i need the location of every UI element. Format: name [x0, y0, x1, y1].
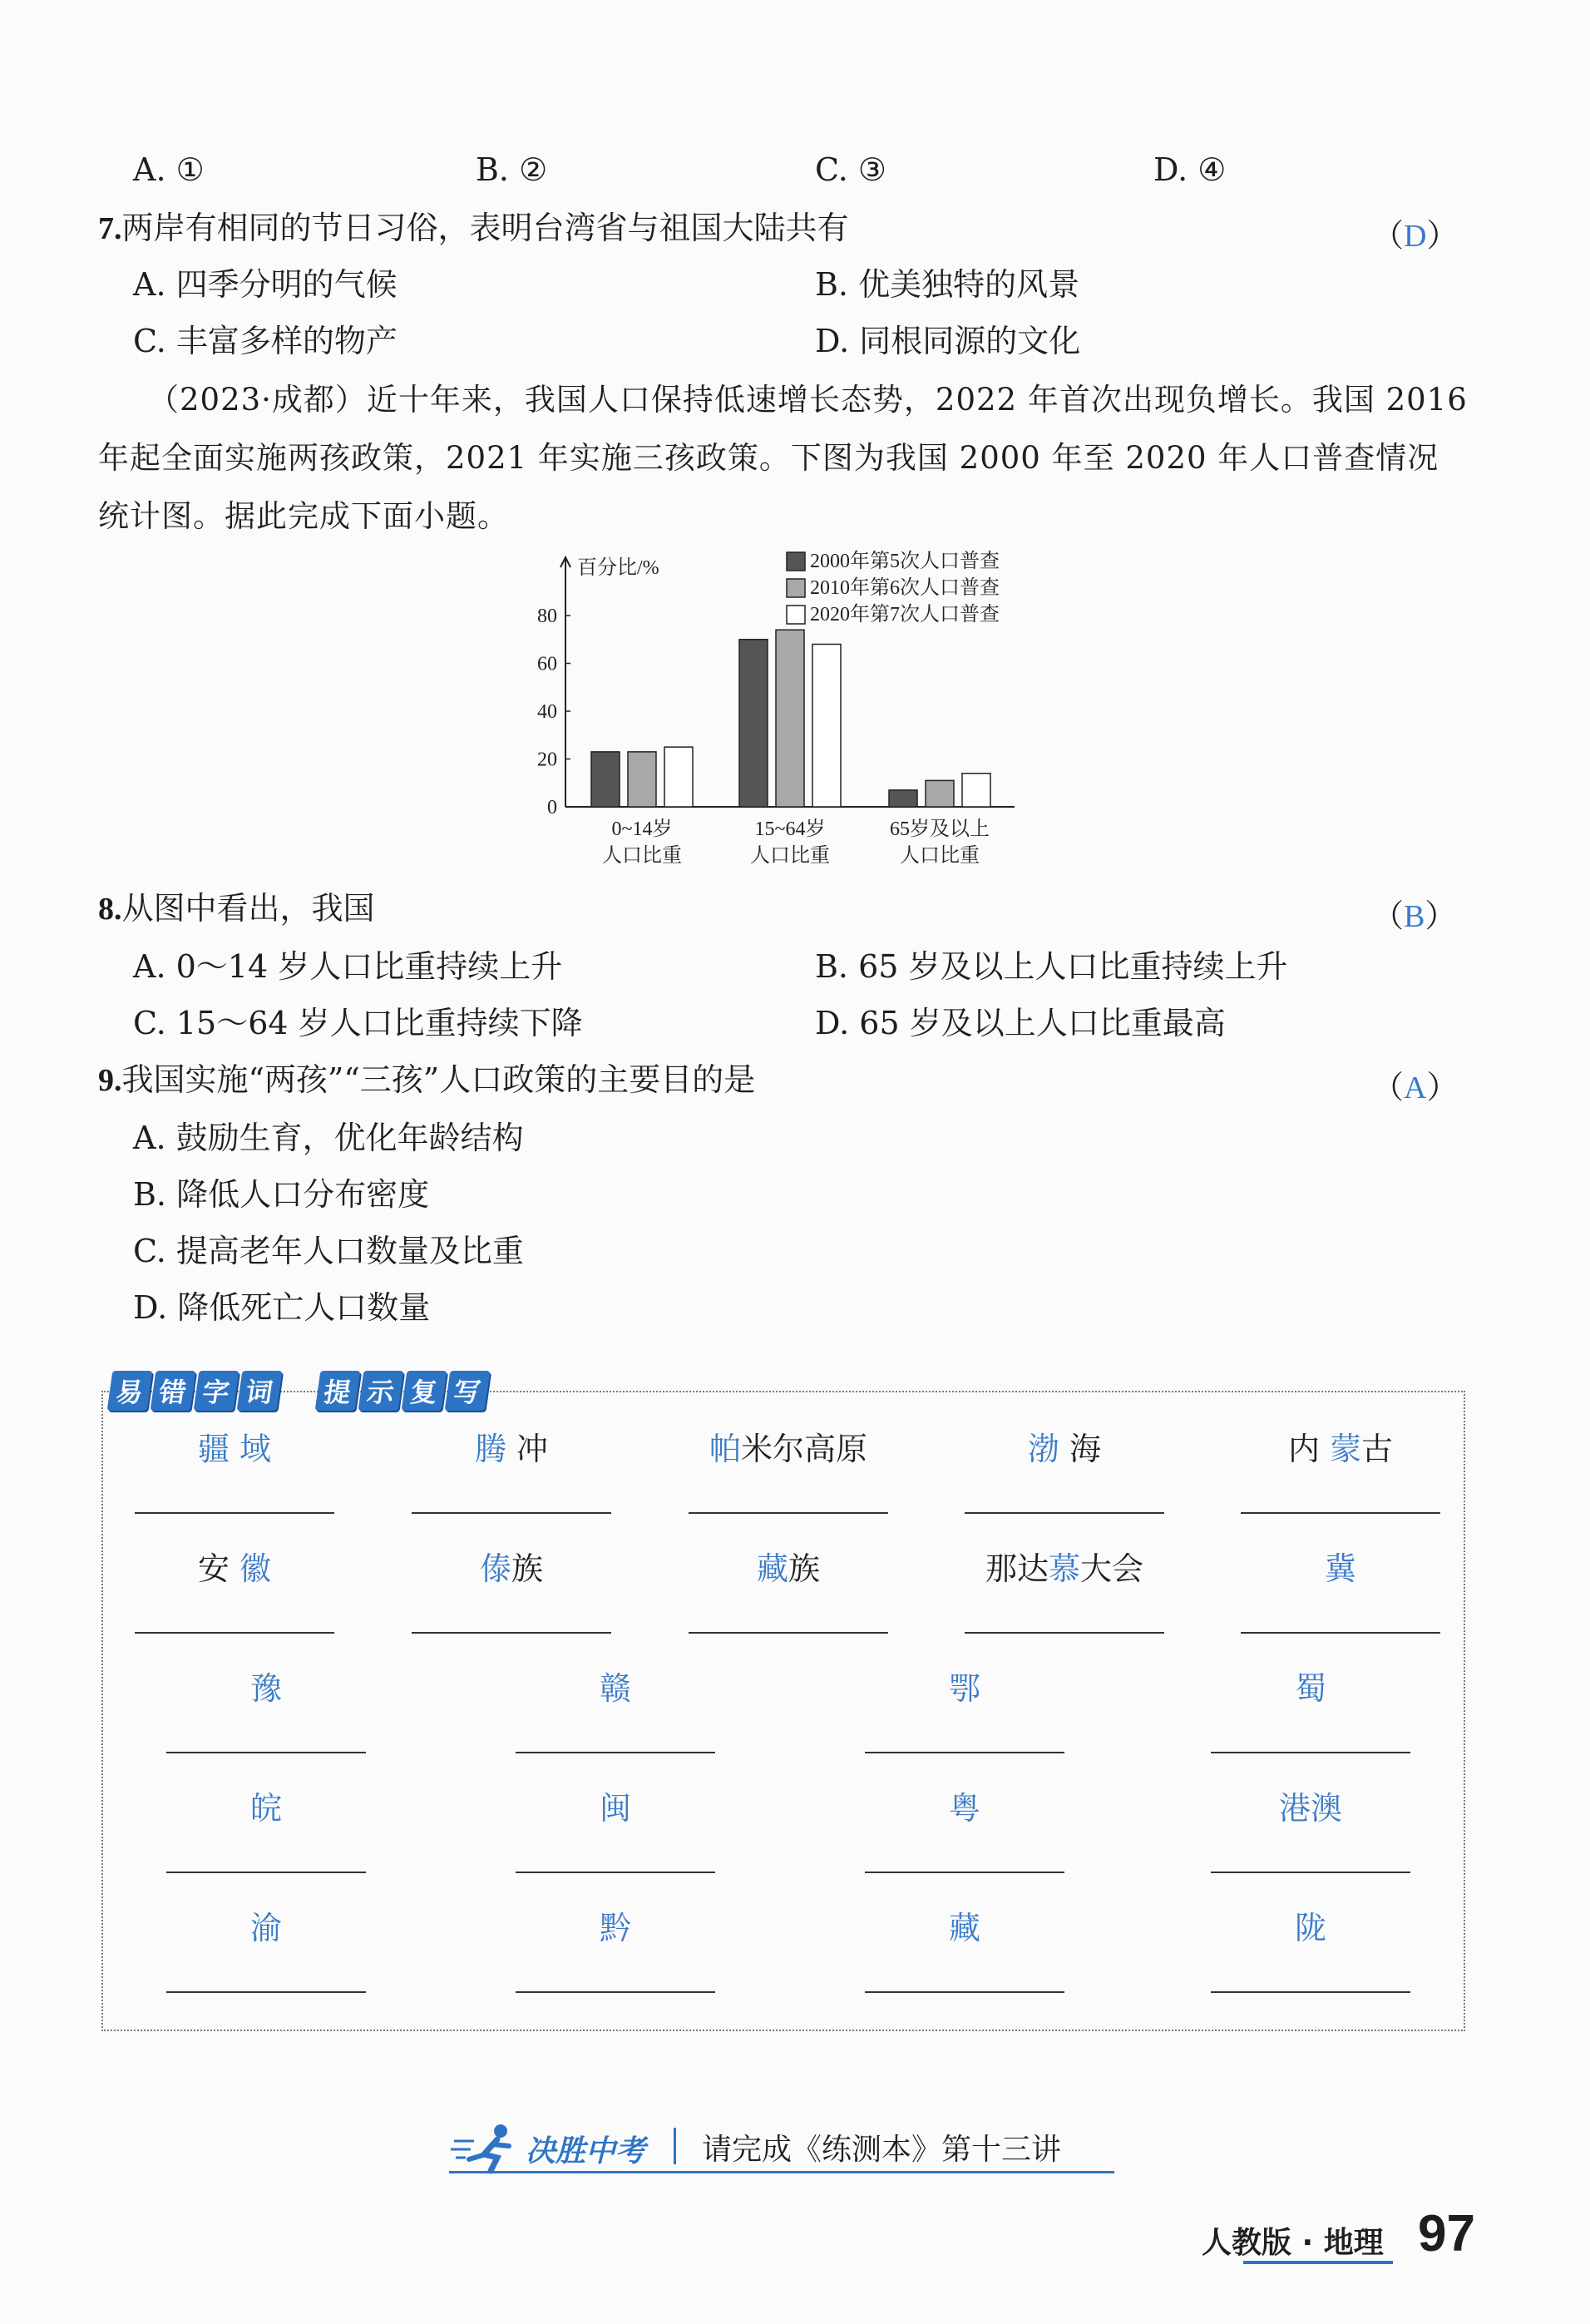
- bar: [889, 790, 917, 807]
- q9-stem-line: [98, 1060, 755, 1100]
- vocab-highlight: 粤: [948, 1790, 980, 1827]
- tag-char: 示: [358, 1371, 404, 1411]
- tag-review-writing: [318, 1371, 487, 1411]
- edition-underline: [1243, 2261, 1393, 2264]
- vocab-text: 海: [1059, 1431, 1102, 1467]
- vocab-word: [150, 1908, 383, 1948]
- q8-option-d: D. 65 岁及以上人口比重最高: [815, 1005, 1226, 1041]
- bar: [962, 774, 990, 807]
- y-axis-label: 百分比/%: [577, 557, 659, 579]
- vocab-answer-blank[interactable]: [865, 1752, 1064, 1753]
- vocab-answer-blank[interactable]: [1211, 1991, 1410, 1993]
- q7-answer-bracket: [1372, 210, 1458, 255]
- vocab-word: [499, 1788, 732, 1828]
- tag-char: 词: [237, 1371, 283, 1411]
- x-category-label: 人口比重: [602, 845, 682, 867]
- vocab-highlight: 蜀: [1294, 1670, 1326, 1707]
- running-figure-icon: [449, 2121, 524, 2174]
- vocab-text: 那达: [985, 1550, 1049, 1587]
- vocab-highlight: 豫: [249, 1670, 282, 1707]
- y-tick-label: 20: [537, 749, 557, 771]
- vocab-answer-blank[interactable]: [412, 1512, 611, 1514]
- vocab-answer-blank[interactable]: [965, 1512, 1164, 1514]
- vocab-word: [948, 1549, 1181, 1589]
- vocab-word: [499, 1669, 732, 1708]
- vocab-highlight: 慕: [1048, 1550, 1080, 1587]
- vocab-answer-blank[interactable]: [516, 1991, 715, 1993]
- vocab-highlight: 傣: [479, 1550, 511, 1587]
- vocab-answer-blank[interactable]: [689, 1632, 888, 1634]
- q8-option-b: B. 65 岁及以上人口比重持续上升: [815, 948, 1288, 985]
- bar: [628, 752, 656, 807]
- vocab-word: [848, 1669, 1081, 1708]
- q7-stem-line: [98, 208, 849, 249]
- vocab-answer-blank[interactable]: [689, 1512, 888, 1514]
- q6-option-b: B. ②: [476, 151, 548, 188]
- vocab-word: [118, 1429, 351, 1469]
- vocab-word: [1224, 1429, 1457, 1469]
- vocab-word: [150, 1788, 383, 1828]
- legend-swatch: [787, 606, 805, 624]
- banner-divider: [674, 2128, 676, 2164]
- vocab-text: 安: [197, 1550, 240, 1587]
- legend-label: 2010年第6次人口普查: [810, 577, 1000, 599]
- vocab-answer-blank[interactable]: [412, 1632, 611, 1634]
- x-category-label: 0~14岁: [611, 818, 673, 840]
- banner-task-text: 请完成《练测本》第十三讲: [702, 2133, 1062, 2167]
- vocab-highlight: 帕: [709, 1431, 741, 1467]
- paren-open: （: [1372, 219, 1405, 254]
- vocab-word: [1194, 1788, 1427, 1828]
- edition-label: 人教版 · 地理: [1202, 2226, 1384, 2260]
- q7-answer: D: [1404, 219, 1427, 254]
- vocab-answer-blank[interactable]: [166, 1872, 366, 1873]
- bar: [776, 630, 804, 807]
- q9-answer: A: [1404, 1071, 1427, 1105]
- vocab-answer-blank[interactable]: [1211, 1872, 1410, 1873]
- banner-underline: [449, 2171, 1114, 2173]
- bar: [739, 640, 768, 807]
- legend-label: 2000年第5次人口普查: [810, 551, 1000, 572]
- vocab-highlight: 陇: [1294, 1910, 1326, 1946]
- q6-option-d: D. ④: [1153, 151, 1227, 188]
- vocab-highlight: 渤: [1027, 1431, 1059, 1467]
- bar: [812, 645, 841, 808]
- q9-option-b: B. 降低人口分布密度: [133, 1176, 430, 1213]
- q9-number: 9.: [98, 1063, 122, 1098]
- vocab-highlight: 黔: [599, 1910, 631, 1946]
- vocab-word: [499, 1908, 732, 1948]
- q9-stem: 我国实施“两孩”“三孩”人口政策的主要目的是: [121, 1061, 756, 1098]
- footer-banner: [449, 2121, 1114, 2179]
- vocab-word: [1194, 1908, 1427, 1948]
- q7-option-b: B. 优美独特的风景: [815, 266, 1080, 303]
- vocab-highlight: 鄂: [948, 1670, 980, 1707]
- vocab-highlight: 渝: [249, 1910, 282, 1946]
- y-tick-label: 80: [537, 606, 557, 627]
- x-category-label: 15~64岁: [754, 818, 826, 840]
- vocab-word: [1224, 1549, 1457, 1589]
- tag-error-prone-words: [110, 1371, 279, 1411]
- paren-open: （: [1372, 899, 1405, 934]
- vocab-text: 古: [1361, 1431, 1394, 1467]
- legend-swatch: [787, 552, 805, 571]
- vocab-word: [395, 1549, 628, 1589]
- vocab-word: [848, 1788, 1081, 1828]
- x-category-label: 人口比重: [750, 845, 830, 867]
- q7-number: 7.: [98, 211, 122, 246]
- page-number: 97: [1418, 2205, 1475, 2262]
- vocab-highlight: 疆 域: [197, 1431, 272, 1467]
- vocab-highlight: 冀: [1324, 1550, 1356, 1587]
- vocab-answer-blank[interactable]: [1241, 1632, 1440, 1634]
- vocab-word: [150, 1669, 383, 1708]
- q6-option-a: A. ①: [133, 151, 205, 188]
- vocab-answer-blank[interactable]: [516, 1872, 715, 1873]
- q9-option-c: C. 提高老年人口数量及比重: [133, 1233, 524, 1269]
- q9-option-a: A. 鼓励生育，优化年龄结构: [133, 1120, 524, 1156]
- vocab-answer-blank[interactable]: [135, 1512, 334, 1514]
- q8-option-c: C. 15～64 岁人口比重持续下降: [133, 1005, 583, 1041]
- legend-swatch: [787, 579, 805, 597]
- vocab-answer-blank[interactable]: [166, 1752, 366, 1753]
- vocab-highlight: 藏: [756, 1550, 788, 1587]
- vocab-word: [672, 1549, 905, 1589]
- vocab-highlight: 藏: [948, 1910, 980, 1946]
- tag-char: 易: [107, 1371, 153, 1411]
- vocab-word: [1194, 1669, 1427, 1708]
- y-tick-label: 40: [537, 701, 557, 723]
- vocab-word: [948, 1429, 1181, 1469]
- q8-answer: B: [1404, 899, 1425, 934]
- vocab-text: 内: [1287, 1431, 1331, 1467]
- x-category-label: 人口比重: [900, 845, 980, 867]
- q6-option-c: C. ③: [815, 151, 886, 188]
- vocab-answer-blank[interactable]: [865, 1872, 1064, 1873]
- legend-label: 2020年第7次人口普查: [810, 604, 1000, 626]
- q8-stem: 从图中看出，我国: [121, 890, 375, 927]
- vocab-text: 米尔高原: [741, 1431, 868, 1467]
- tag-char: 提: [315, 1371, 361, 1411]
- q7-option-c: C. 丰富多样的物产: [133, 323, 398, 359]
- vocab-highlight: 港澳: [1278, 1790, 1342, 1827]
- q7-option-d: D. 同根同源的文化: [815, 323, 1081, 359]
- vocab-text: 冲: [506, 1431, 549, 1467]
- vocab-answer-blank[interactable]: [1211, 1752, 1410, 1753]
- tag-char: 复: [402, 1371, 447, 1411]
- intro-paragraph: （2023·成都）近十年来，我国人口保持低速增长态势，2022 年首次出现负增长。我国 2016 年起全面实施两孩政策，2021 年实施三孩政策。下图为我国 2000 年至 2020 年人口普查情况统计图。据此完成下面小题。: [98, 382, 1468, 534]
- vocab-highlight: 闽: [599, 1790, 631, 1827]
- vocab-word: [848, 1908, 1081, 1948]
- q9-option-d: D. 降低死亡人口数量: [133, 1289, 431, 1326]
- paren-open: （: [1372, 1071, 1405, 1105]
- vocab-answer-blank[interactable]: [965, 1632, 1164, 1634]
- vocab-word: [395, 1429, 628, 1469]
- tag-char: 错: [151, 1371, 196, 1411]
- vocab-highlight: 蒙: [1330, 1431, 1362, 1467]
- bar: [926, 780, 954, 807]
- paren-close: ）: [1426, 219, 1459, 254]
- q8-stem-line: [98, 888, 375, 929]
- bar: [664, 747, 693, 807]
- bar: [591, 752, 620, 807]
- brand-logo-text: 决胜中考: [526, 2134, 646, 2168]
- vocab-text: 族: [511, 1550, 544, 1587]
- tag-char: 写: [445, 1371, 491, 1411]
- vocab-answer-blank[interactable]: [865, 1991, 1064, 1993]
- q7-option-a: A. 四季分明的气候: [133, 266, 398, 303]
- vocab-answer-blank[interactable]: [1241, 1512, 1440, 1514]
- vocab-text: 族: [788, 1550, 821, 1587]
- vocab-answer-blank[interactable]: [166, 1991, 366, 1993]
- x-category-label: 65岁及以上: [890, 818, 990, 840]
- vocab-highlight: 腾: [474, 1431, 506, 1467]
- vocab-highlight: 皖: [249, 1790, 282, 1827]
- population-census-chart: [516, 541, 1048, 873]
- q9-answer-bracket: [1372, 1061, 1458, 1107]
- vocab-word: [672, 1429, 905, 1469]
- y-tick-label: 0: [547, 797, 557, 818]
- vocab-text: 大会: [1080, 1550, 1144, 1587]
- q8-option-a: A. 0～14 岁人口比重持续上升: [133, 948, 563, 985]
- vocab-answer-blank[interactable]: [516, 1752, 715, 1753]
- vocab-highlight: 赣: [599, 1670, 631, 1707]
- vocab-answer-blank[interactable]: [135, 1632, 334, 1634]
- q8-number: 8.: [98, 892, 122, 927]
- vocab-highlight: 徽: [239, 1550, 272, 1587]
- paren-close: ）: [1426, 1071, 1459, 1105]
- vocab-word: [118, 1549, 351, 1589]
- q7-stem: 两岸有相同的节日习俗，表明台湾省与祖国大陆共有: [121, 210, 849, 246]
- tag-char: 字: [194, 1371, 239, 1411]
- q8-answer-bracket: [1372, 890, 1456, 936]
- y-tick-label: 60: [537, 653, 557, 675]
- paren-close: ）: [1425, 899, 1457, 934]
